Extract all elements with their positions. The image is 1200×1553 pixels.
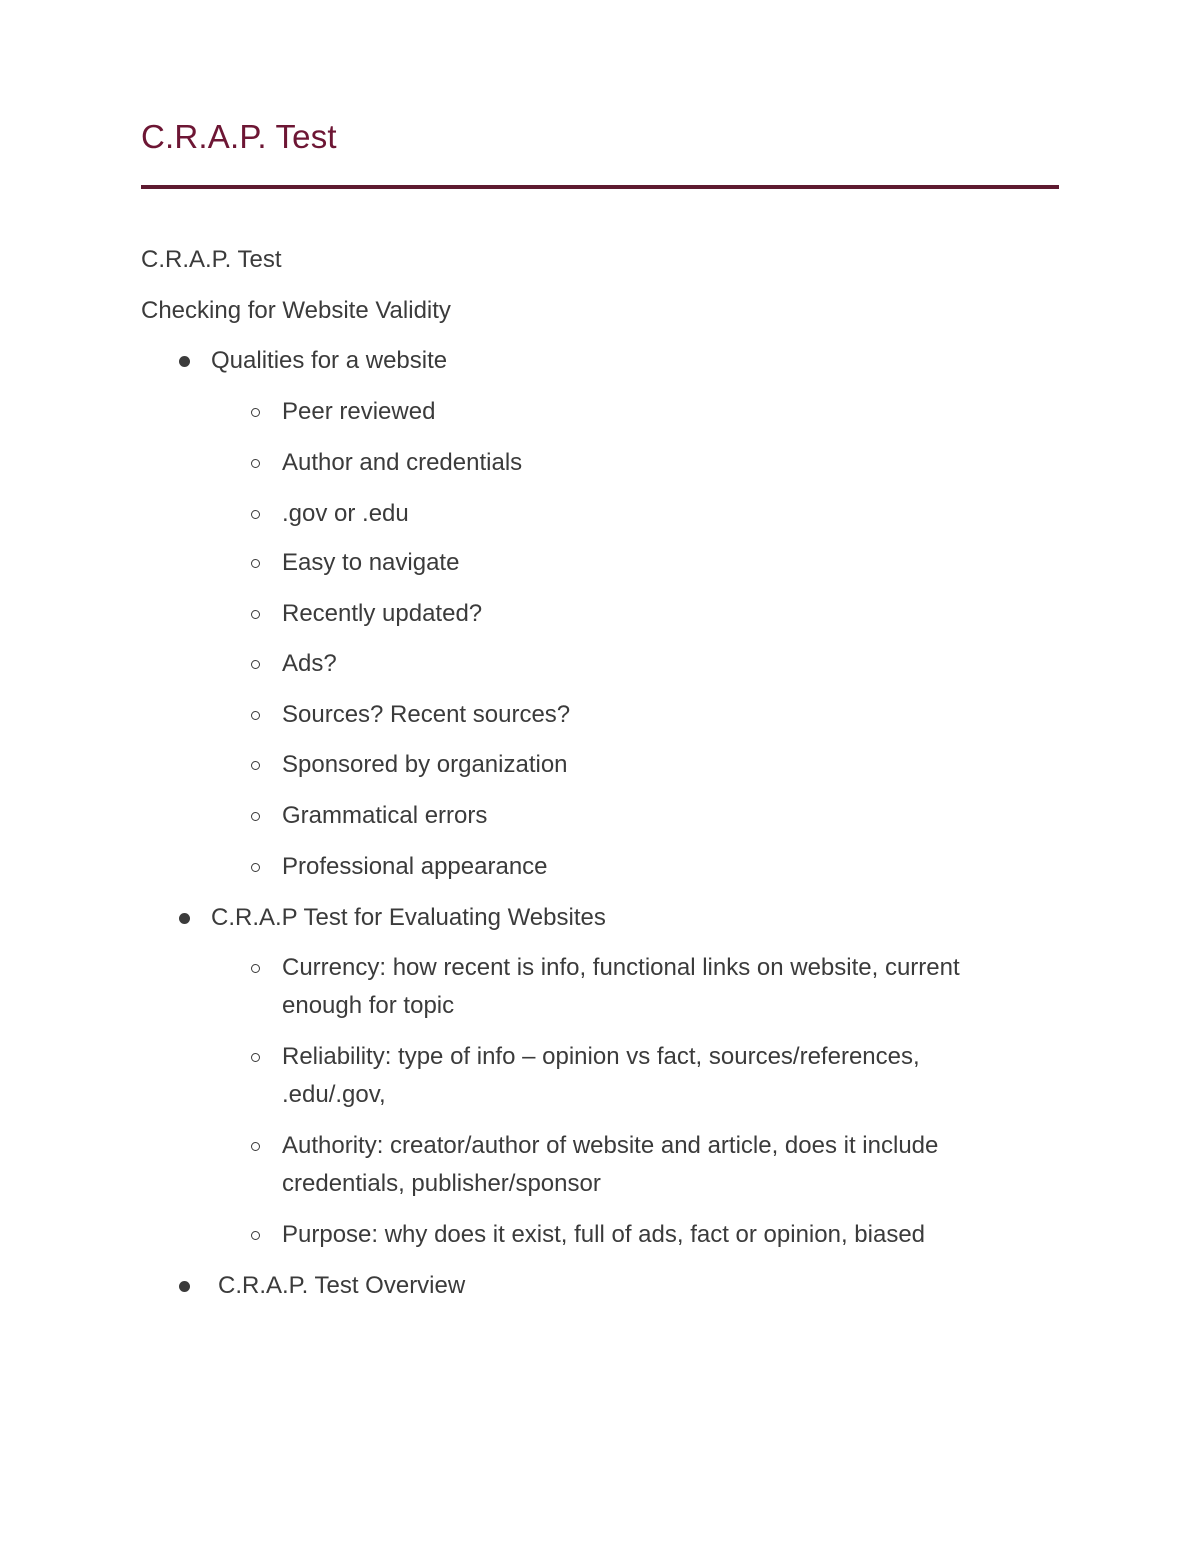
list-item: Sponsored by organization [282, 751, 568, 778]
list-item: Currency: how recent is info, functional links on website, current [282, 954, 960, 981]
list-item: Author and credentials [282, 449, 523, 476]
list-item: Ads? [282, 650, 337, 677]
circle-bullet-icon [251, 964, 260, 973]
bullet-icon [179, 1281, 190, 1292]
list-item: .gov or .edu [282, 500, 409, 527]
section-qualities-label: Qualities for a website [211, 347, 448, 374]
document-intro: Checking for Website Validity [141, 297, 451, 324]
document-title: C.R.A.P. Test [141, 118, 337, 155]
list-item-continuation: credentials, publisher/sponsor [282, 1170, 601, 1197]
circle-bullet-icon [251, 408, 260, 417]
circle-bullet-icon [251, 1053, 260, 1062]
circle-bullet-icon [251, 711, 260, 720]
list-item: Reliability: type of info – opinion vs fact, sources/references, [282, 1043, 920, 1070]
circle-bullet-icon [251, 660, 260, 669]
circle-bullet-icon [251, 863, 260, 872]
list-item-continuation: .edu/.gov, [282, 1081, 386, 1108]
section-crap-test-label: C.R.A.P Test for Evaluating Websites [211, 904, 606, 931]
title-divider [141, 185, 1059, 189]
circle-bullet-icon [251, 559, 260, 568]
list-item: Recently updated? [282, 600, 483, 627]
list-item-continuation: enough for topic [282, 992, 455, 1019]
circle-bullet-icon [251, 610, 260, 619]
bullet-icon [179, 356, 190, 367]
circle-bullet-icon [251, 812, 260, 821]
section-overview-label: C.R.A.P. Test Overview [218, 1272, 466, 1299]
circle-bullet-icon [251, 459, 260, 468]
bullet-icon [179, 913, 190, 924]
circle-bullet-icon [251, 761, 260, 770]
list-item: Authority: creator/author of website and article, does it include [282, 1132, 939, 1159]
list-item: Purpose: why does it exist, full of ads, fact or opinion, biased [282, 1221, 926, 1248]
list-item: Peer reviewed [282, 398, 436, 425]
document-subtitle: C.R.A.P. Test [141, 246, 282, 273]
list-item: Grammatical errors [282, 802, 488, 829]
list-item: Easy to navigate [282, 549, 460, 576]
circle-bullet-icon [251, 1231, 260, 1240]
circle-bullet-icon [251, 510, 260, 519]
circle-bullet-icon [251, 1142, 260, 1151]
list-item: Professional appearance [282, 853, 548, 880]
list-item: Sources? Recent sources? [282, 701, 571, 728]
